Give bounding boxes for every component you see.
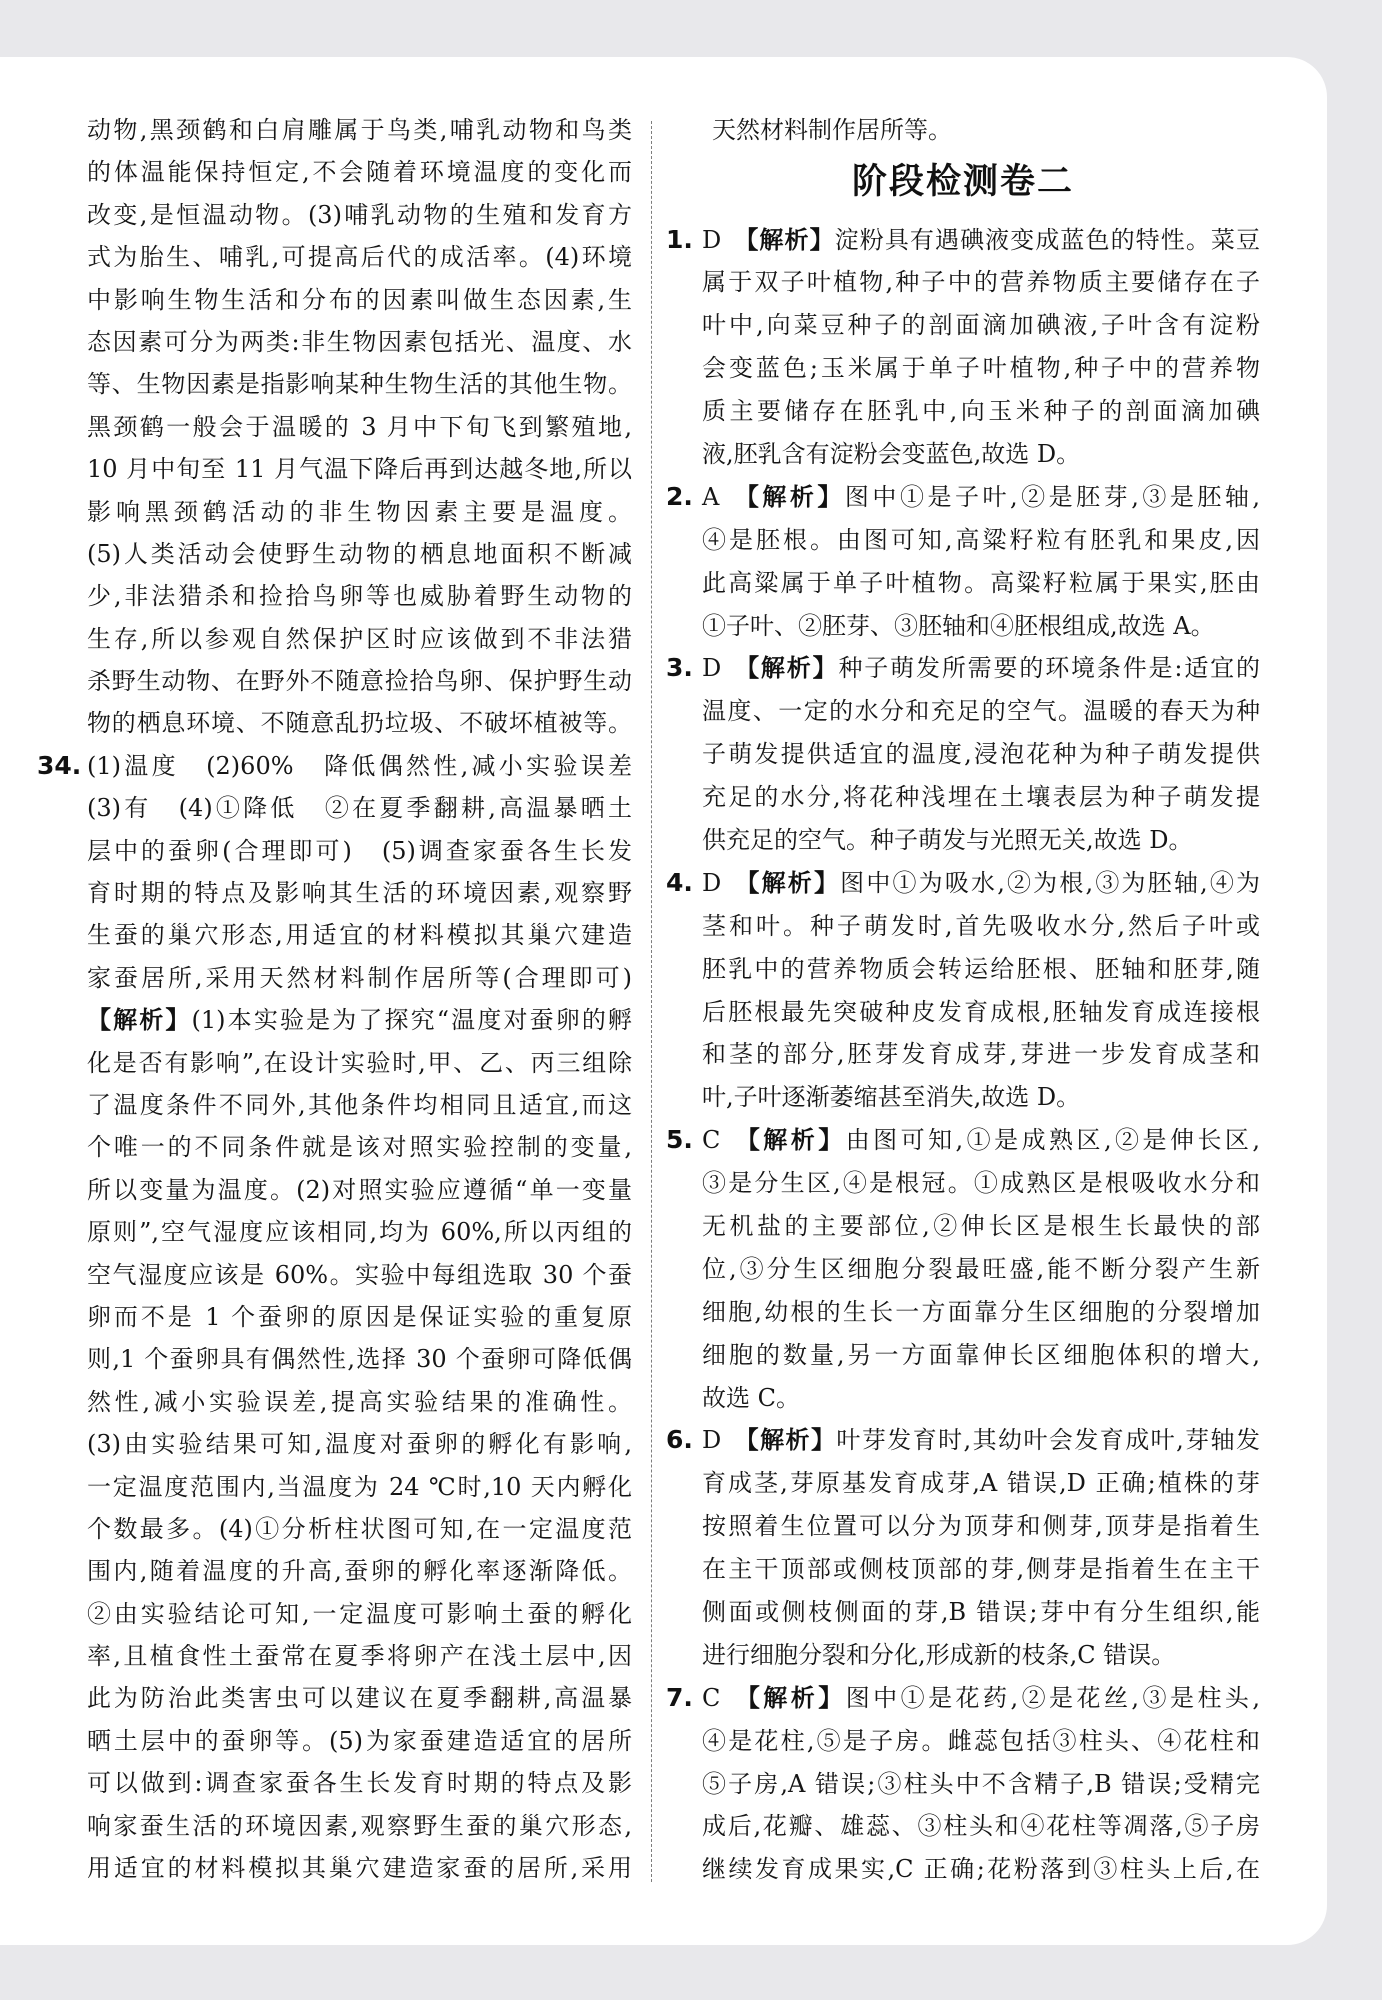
analysis-label: 【解析】 — [733, 1426, 837, 1455]
analysis-text: 胚乳中的营养物质会转运给胚根、胚轴和胚芽,随 — [702, 954, 1260, 983]
answer-choice: D — [702, 868, 722, 897]
analysis-text: 后胚根最先突破种皮发育成根,胚轴发育成连接根 — [702, 997, 1260, 1026]
analysis-line — [87, 1254, 632, 1296]
analysis-text: 个数最多。(4)①分析柱状图可知,在一定温度范 — [87, 1514, 632, 1543]
analysis-line — [87, 999, 632, 1041]
question-line — [666, 1677, 1261, 1720]
analysis-text: 细胞,幼根的生长一方面靠分生区细胞的分裂增加 — [702, 1297, 1260, 1326]
analysis-line — [87, 1762, 632, 1804]
question-line — [702, 733, 1260, 776]
question-line — [666, 862, 1261, 905]
analysis-line — [87, 1042, 632, 1084]
question-line — [702, 1462, 1260, 1505]
analysis-text: 进行细胞分裂和分化,形成新的枝条,C 错误。 — [702, 1640, 1176, 1669]
analysis-line — [87, 1466, 632, 1508]
analysis-line — [87, 1381, 632, 1423]
question-line — [666, 219, 1261, 262]
analysis-text: 细胞的数量,另一方面靠伸长区细胞体积的增大, — [702, 1340, 1260, 1369]
text-line: 态因素可分为两类:非生物因素包括光、温度、水 — [87, 327, 632, 356]
question-line — [702, 819, 1260, 862]
question-number: 6. — [666, 1425, 693, 1455]
analysis-line — [87, 1720, 632, 1762]
question-line — [702, 1505, 1260, 1548]
analysis-text: ③是分生区,④是根冠。①成熟区是根吸收水分和 — [702, 1169, 1260, 1198]
text-line: 黑颈鹤一般会于温暖的 3 月中下旬飞到繁殖地, — [87, 412, 632, 441]
analysis-text: 液,胚乳含有淀粉会变蓝色,故选 D。 — [702, 439, 1081, 468]
analysis-text: 此为防治此类害虫可以建议在夏季翻耕,高温暴 — [87, 1684, 632, 1713]
analysis-text: 了温度条件不同外,其他条件均相同且适宜,而这 — [87, 1090, 632, 1119]
question-line — [702, 519, 1260, 562]
answer-choice: C — [702, 1683, 721, 1712]
text-line: 等、生物因素是指影响某种生物生活的其他生物。 — [87, 370, 632, 399]
answer-text: 生蚕的巢穴形态,用适宜的材料模拟其巢穴建造 — [87, 921, 632, 950]
analysis-text: 一定温度范围内,当温度为 24 ℃时,10 天内孵化 — [87, 1472, 632, 1501]
question-line — [666, 647, 1261, 690]
question-number: 34. — [37, 750, 82, 780]
question-line — [702, 1291, 1260, 1334]
analysis-text: 淀粉具有遇碘液变成蓝色的特性。菜豆 — [834, 225, 1261, 254]
analysis-label: 【解析】 — [733, 654, 839, 683]
analysis-text: 卵而不是 1 个蚕卵的原因是保证实验的重复原 — [87, 1302, 632, 1331]
analysis-text: 可以做到:调查家蚕各生长发育时期的特点及影 — [87, 1769, 632, 1798]
question-line — [702, 991, 1260, 1034]
analysis-text: 然性,减小实验误差,提高实验结果的准确性。 — [87, 1387, 632, 1416]
answer-line — [87, 957, 632, 999]
question-line — [702, 390, 1260, 433]
question-line — [702, 605, 1260, 648]
analysis-text: 围内,随着温度的升高,蚕卵的孵化率逐渐降低。 — [87, 1557, 632, 1586]
question-number: 4. — [666, 867, 693, 897]
analysis-line — [87, 1847, 632, 1889]
analysis-label: 【解析】 — [87, 1006, 192, 1035]
text-line: 10 月中旬至 11 月气温下降后再到达越冬地,所以 — [87, 455, 632, 484]
analysis-text: 按照着生位置可以分为顶芽和侧芽,顶芽是指着生 — [702, 1512, 1260, 1541]
question-line — [702, 1848, 1260, 1891]
analysis-text: 叶芽发育时,其幼叶会发育成叶,芽轴发 — [836, 1426, 1260, 1455]
text-line: 的体温能保持恒定,不会随着环境温度的变化而 — [87, 158, 632, 187]
answer-text: (3)有 (4)①降低 ②在夏季翻耕,高温暴晒土 — [87, 794, 632, 823]
answer-choice: C — [702, 1126, 721, 1155]
question-line — [702, 776, 1260, 819]
analysis-line — [87, 1593, 632, 1635]
question-line — [666, 1119, 1261, 1162]
analysis-text: 茎和叶。种子萌发时,首先吸收水分,然后子叶或 — [702, 911, 1260, 940]
analysis-text: ④是胚根。由图可知,高粱籽粒有胚乳和果皮,因 — [702, 525, 1260, 554]
column-divider — [651, 121, 652, 1882]
text-line: 杀野生动物、在野外不随意捡拾鸟卵、保护野生动 — [87, 667, 632, 696]
analysis-line — [87, 1550, 632, 1592]
answer-line — [87, 787, 632, 829]
analysis-line — [87, 1677, 632, 1719]
analysis-text: 率,且植食性土蚕常在夏季将卵产在浅土层中,因 — [87, 1642, 632, 1671]
analysis-line — [87, 1423, 632, 1465]
analysis-text: 晒土层中的蚕卵等。(5)为家蚕建造适宜的居所 — [87, 1726, 632, 1755]
text-line: 中影响生物生活和分布的因素叫做生态因素,生 — [87, 285, 632, 314]
analysis-text: 继续发育成果实,C 正确;花粉落到③柱头上后,在 — [702, 1855, 1260, 1884]
answer-text: (1)温度 (2)60% 降低偶然性,减小实验误差 — [87, 751, 632, 780]
question-line — [702, 1334, 1260, 1377]
answer-choice: A — [702, 482, 720, 511]
question-line — [666, 476, 1261, 519]
analysis-text: (3)由实验结果可知,温度对蚕卵的孵化有影响, — [87, 1430, 632, 1459]
question-line — [702, 1248, 1260, 1291]
analysis-line — [87, 1508, 632, 1550]
answer-choice: D — [702, 225, 722, 254]
analysis-line — [87, 1338, 632, 1380]
analysis-text: 个唯一的不同条件就是该对照实验控制的变量, — [87, 1133, 632, 1162]
analysis-line — [87, 1635, 632, 1677]
analysis-label: 【解析】 — [732, 1683, 846, 1712]
answer-line — [87, 914, 632, 956]
question-line — [702, 1634, 1260, 1677]
analysis-text: 在主干顶部或侧枝顶部的芽,侧芽是指着生在主干 — [702, 1555, 1260, 1584]
question-number: 3. — [666, 653, 693, 683]
analysis-label: 【解析】 — [733, 225, 835, 254]
question-line — [702, 905, 1260, 948]
left-column — [37, 109, 632, 1889]
answer-text: 家蚕居所,采用天然材料制作居所等(合理即可) — [87, 963, 632, 992]
question-line — [702, 1548, 1260, 1591]
analysis-text: ①子叶、②胚芽、③胚轴和④胚根组成,故选 A。 — [702, 611, 1215, 640]
question-line — [702, 261, 1260, 304]
question-line — [702, 1033, 1260, 1076]
analysis-text: 充足的水分,将花种浅埋在土壤表层为种子萌发提 — [702, 783, 1260, 812]
analysis-line — [87, 1805, 632, 1847]
question-line — [702, 1720, 1260, 1763]
analysis-text: ②由实验结论可知,一定温度可影响土蚕的孵化 — [87, 1599, 632, 1628]
question-line — [702, 347, 1260, 390]
analysis-text: 位,③分生区细胞分裂最旺盛,能不断分裂产生新 — [702, 1254, 1260, 1283]
analysis-label: 【解析】 — [732, 1126, 846, 1155]
question-line — [702, 1377, 1260, 1420]
answer-choice: D — [702, 1426, 722, 1455]
analysis-text: 属于双子叶植物,种子中的营养物质主要储存在子 — [702, 268, 1260, 297]
question-number: 1. — [666, 224, 693, 254]
analysis-text: 无机盐的主要部位,②伸长区是根生长最快的部 — [702, 1211, 1260, 1240]
text-line: 动物,黑颈鹤和白肩雕属于鸟类,哺乳动物和鸟类 — [87, 116, 632, 144]
answer-line — [87, 872, 632, 914]
analysis-text: 供充足的空气。种子萌发与光照无关,故选 D。 — [702, 825, 1193, 854]
question-line — [666, 1419, 1260, 1462]
answer-text: 育时期的特点及影响其生活的环境因素,观察野 — [87, 879, 632, 908]
analysis-text: ④是花柱,⑤是子房。雌蕊包括③柱头、④花柱和 — [702, 1726, 1260, 1755]
question-line — [702, 1591, 1260, 1634]
analysis-text: 育成茎,芽原基发育成芽,A 错误,D 正确;植株的芽 — [702, 1469, 1260, 1498]
question-line — [702, 1205, 1260, 1248]
right-column — [666, 219, 1261, 1892]
question-line — [702, 1763, 1260, 1806]
analysis-text: 响家蚕生活的环境因素,观察野生蚕的巢穴形态, — [87, 1811, 632, 1840]
question-line — [702, 1162, 1260, 1205]
analysis-text: 会变蓝色;玉米属于单子叶植物,种子中的营养物 — [702, 354, 1260, 383]
text-line: (5)人类活动会使野生动物的栖息地面积不断减 — [87, 539, 632, 568]
analysis-text: 化是否有影响”,在设计实验时,甲、乙、丙三组除 — [87, 1048, 632, 1077]
analysis-text: 原则”,空气湿度应该相同,均为 60%,所以丙组的 — [87, 1218, 632, 1247]
text-line: 物的栖息环境、不随意乱扔垃圾、不破坏植被等。 — [87, 709, 632, 738]
answer-line — [37, 745, 632, 787]
question-line — [702, 562, 1260, 605]
analysis-line — [87, 1296, 632, 1338]
question-number: 5. — [666, 1125, 693, 1155]
text-line: 生存,所以参观自然保护区时应该做到不非法猎 — [87, 624, 632, 653]
text-line: 式为胎生、哺乳,可提高后代的成活率。(4)环境 — [87, 243, 632, 272]
analysis-text: 图中①是花药,②是花丝,③是柱头, — [845, 1683, 1261, 1712]
analysis-label: 【解析】 — [733, 868, 841, 897]
analysis-text: 则,1 个蚕卵具有偶然性,选择 30 个蚕卵可降低偶 — [87, 1345, 632, 1374]
analysis-text: 叶,子叶逐渐萎缩甚至消失,故选 D。 — [702, 1083, 1081, 1112]
text-line: 改变,是恒温动物。(3)哺乳动物的生殖和发育方 — [87, 200, 632, 229]
analysis-text: 叶中,向菜豆种子的剖面滴加碘液,子叶含有淀粉 — [702, 311, 1260, 340]
analysis-line — [87, 1084, 632, 1126]
question-line — [702, 948, 1260, 991]
carry-over-line: 天然材料制作居所等。 — [712, 115, 952, 144]
analysis-text: 温度、一定的水分和充足的空气。温暖的春天为种 — [702, 697, 1260, 726]
question-line — [702, 304, 1260, 347]
analysis-text: 质主要储存在胚乳中,向玉米种子的剖面滴加碘 — [702, 397, 1260, 426]
section-title: 阶段检测卷二 — [851, 162, 1074, 202]
analysis-line — [87, 1169, 632, 1211]
analysis-text: 故选 C。 — [702, 1383, 800, 1412]
answer-line — [87, 830, 632, 872]
analysis-text: 种子萌发所需要的环境条件是:适宜的 — [838, 654, 1261, 683]
analysis-text: 由图可知,①是成熟区,②是伸长区, — [845, 1126, 1261, 1155]
text-line: 影响黑颈鹤活动的非生物因素主要是温度。 — [87, 497, 632, 526]
analysis-line — [87, 1126, 632, 1168]
analysis-text: 此高粱属于单子叶植物。高粱籽粒属于果实,胚由 — [702, 568, 1260, 597]
question-line — [702, 433, 1260, 476]
analysis-text: 用适宜的材料模拟其巢穴建造家蚕的居所,采用 — [87, 1854, 632, 1883]
analysis-text: 空气湿度应该是 60%。实验中每组选取 30 个蚕 — [87, 1260, 632, 1289]
analysis-text: 侧面或侧枝侧面的芽,B 错误;芽中有分生组织,能 — [702, 1598, 1260, 1626]
analysis-text: ⑤子房,A 错误;③柱头中不含精子,B 错误;受精完 — [702, 1769, 1260, 1798]
analysis-text: 和茎的部分,胚芽发育成芽,芽进一步发育成茎和 — [702, 1040, 1260, 1069]
answer-choice: D — [702, 654, 722, 683]
text-line: 少,非法猎杀和捡拾鸟卵等也威胁着野生动物的 — [87, 582, 632, 611]
analysis-text: (1)本实验是为了探究“温度对蚕卵的孵 — [191, 1006, 632, 1035]
question-number: 7. — [666, 1682, 693, 1712]
question-line — [702, 1805, 1260, 1848]
analysis-line — [87, 1211, 632, 1253]
answer-text: 层中的蚕卵(合理即可) (5)调查家蚕各生长发 — [87, 836, 632, 865]
analysis-text: 子萌发提供适宜的温度,浸泡花种为种子萌发提供 — [702, 740, 1260, 769]
analysis-text: 图中①为吸水,②为根,③为胚轴,④为 — [840, 868, 1261, 897]
question-line — [702, 690, 1260, 733]
question-line — [702, 1076, 1260, 1119]
analysis-text: 所以变量为温度。(2)对照实验应遵循“单一变量 — [87, 1175, 632, 1204]
analysis-text: 成后,花瓣、雄蕊、③柱头和④花柱等凋落,⑤子房 — [702, 1812, 1260, 1841]
analysis-label: 【解析】 — [731, 482, 845, 511]
question-number: 2. — [666, 481, 693, 511]
analysis-text: 图中①是子叶,②是胚芽,③是胚轴, — [844, 482, 1261, 511]
